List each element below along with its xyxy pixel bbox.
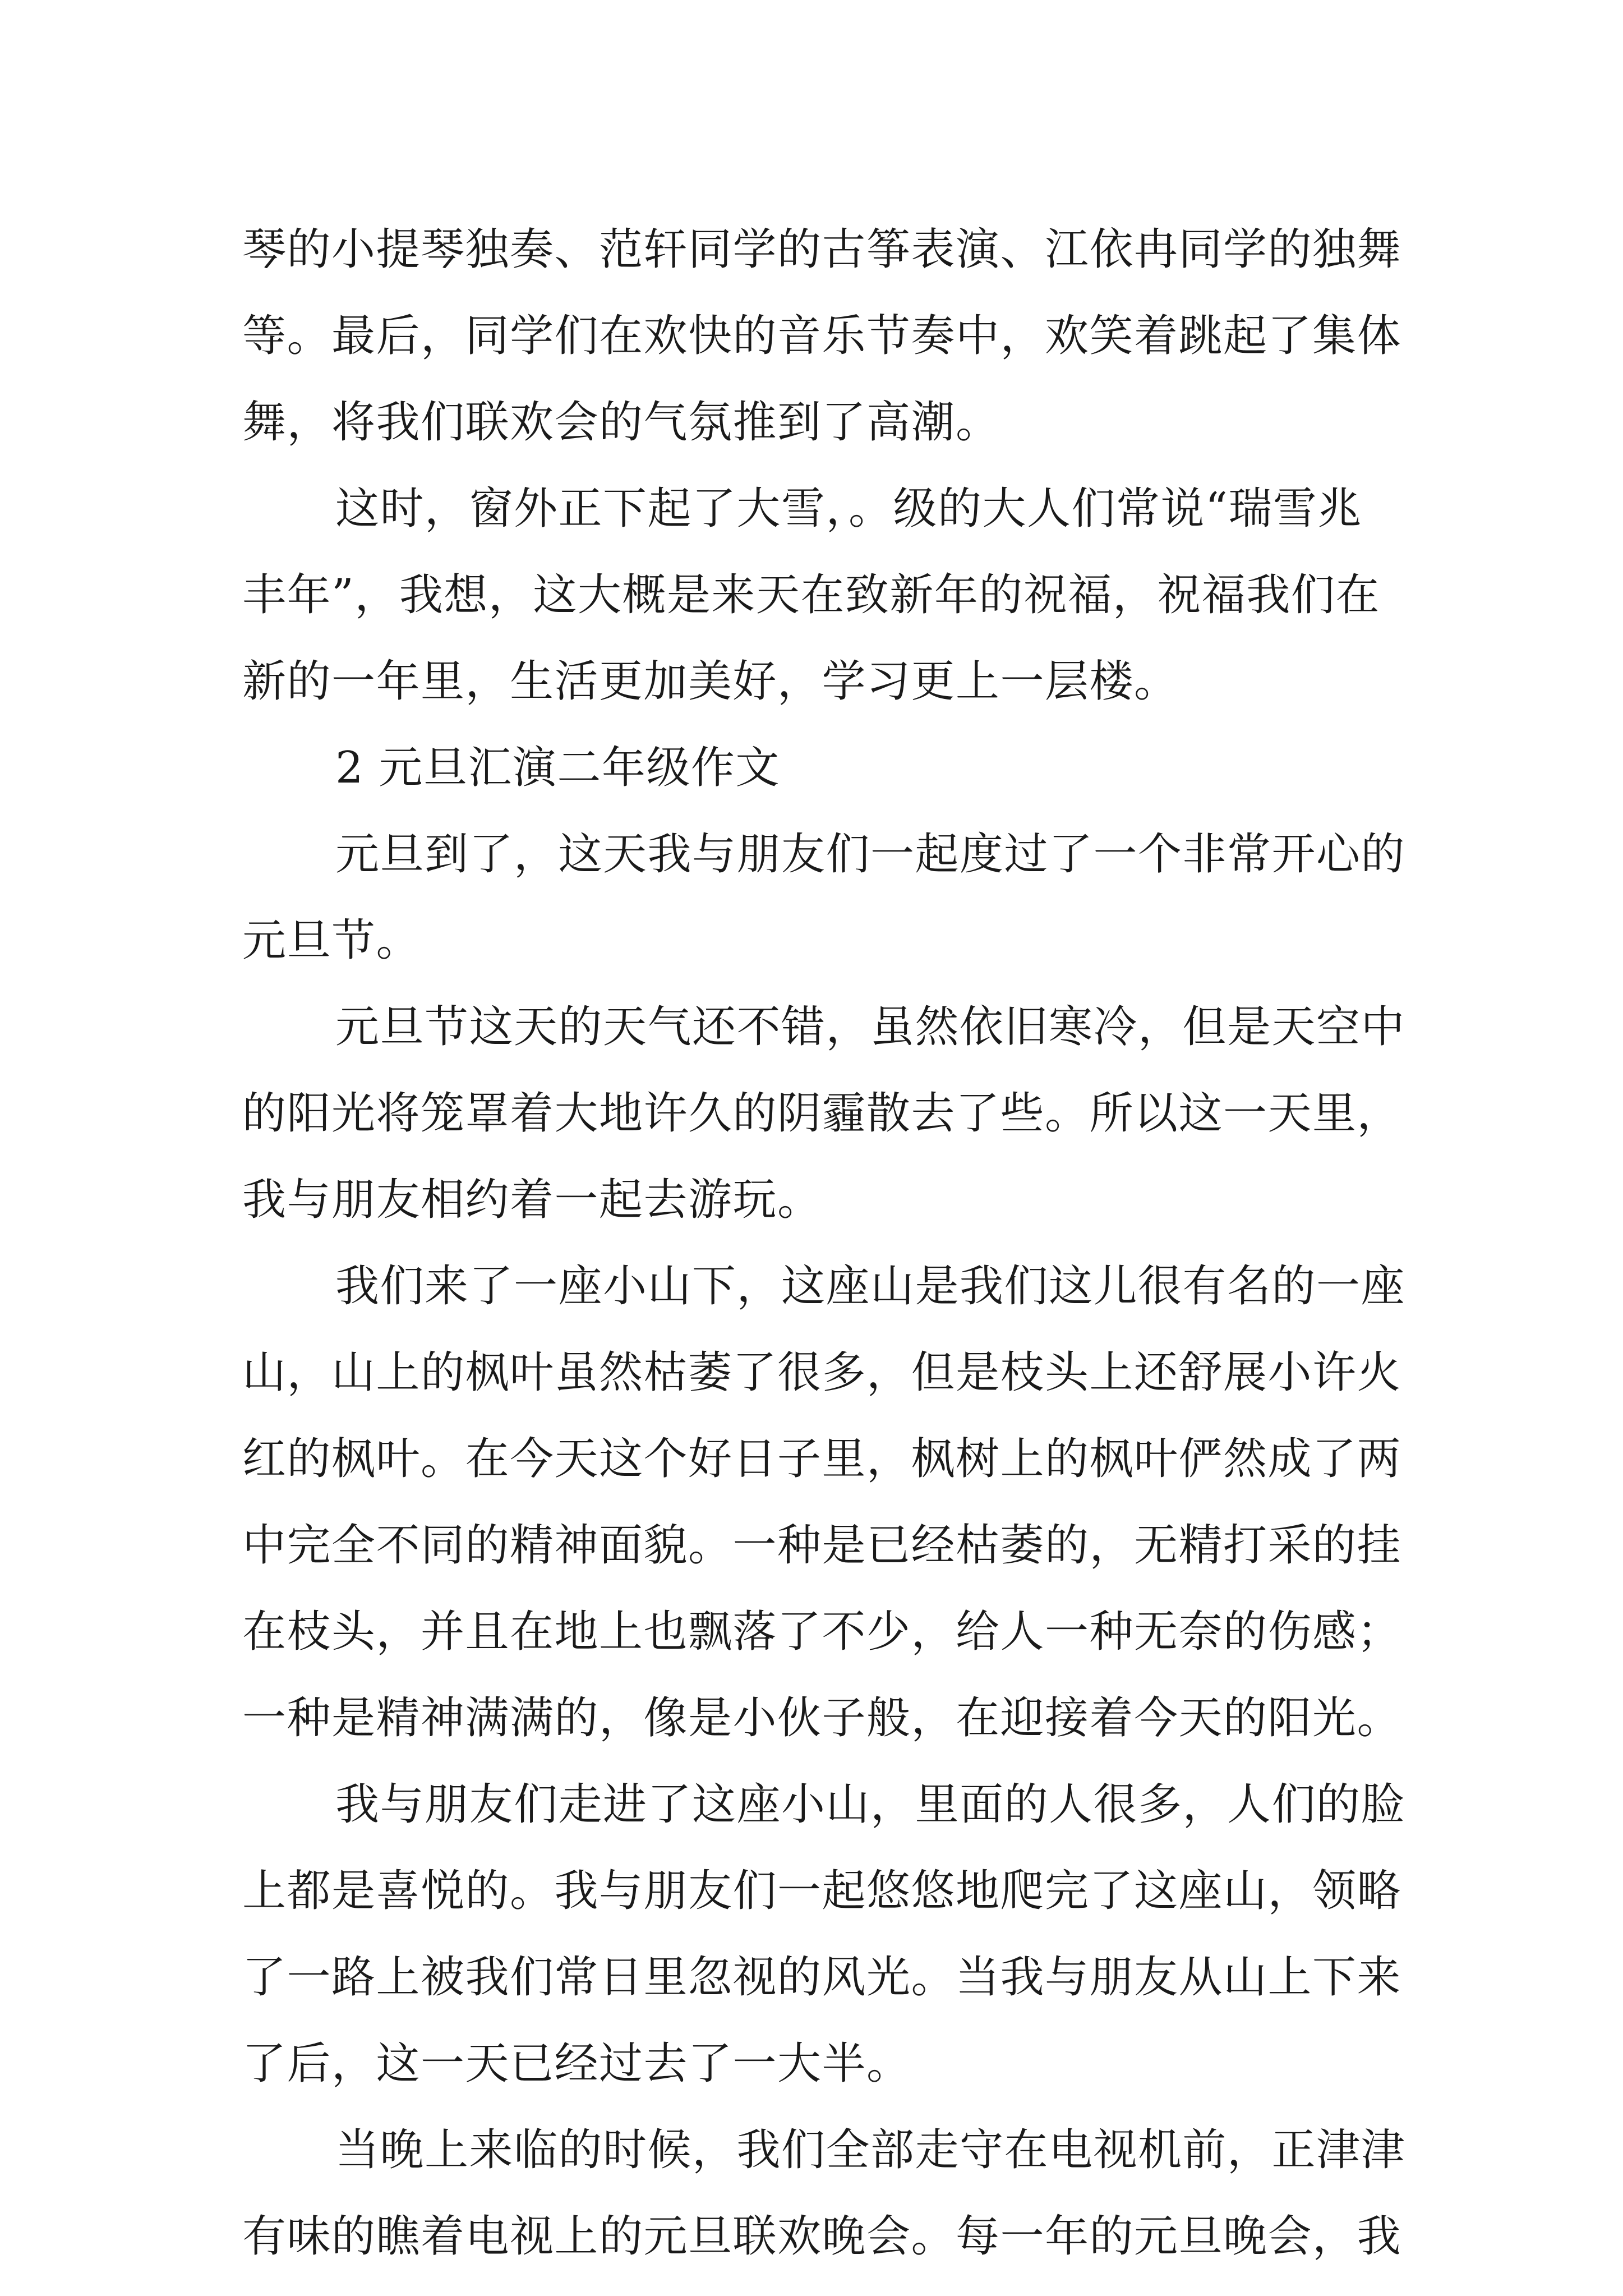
text-line: 在枝头，并且在地上也飘落了不少，给人一种无奈的伤感； [242,1607,1402,1657]
text-line: 红的枫叶。在今天这个好日子里，枫树上的枫叶俨然成了两 [242,1434,1402,1484]
text-line: 了一路上被我们常日里忽视的风光。当我与朋友从山上下来 [242,1952,1402,2003]
text-line: 元旦节这天的天气还不错，虽然依旧寒冷，但是天空中 [335,1002,1406,1052]
text-line: 一种是精神满满的，像是小伙子般，在迎接着今天的阳光。 [242,1693,1402,1743]
text-line: 元旦到了，这天我与朋友们一起度过了一个非常开心的 [335,829,1406,880]
text-line: 等。最后，同学们在欢快的音乐节奏中，欢笑着跳起了集体 [242,311,1402,361]
text-line: 当晚上来临的时候，我们全部走守在电视机前，正津津 [335,2125,1406,2175]
section-heading: 2 元旦汇演二年级作文 [335,743,780,793]
text-line: 山，山上的枫叶虽然枯萎了很多，但是枝头上还舒展小许火 [242,1347,1402,1398]
text-line: 舞，将我们联欢会的气氛推到了高潮。 [242,397,1000,448]
text-line: 了后，这一天已经过去了一大半。 [242,2039,911,2089]
text-line: 新的一年里，生活更加美好，学习更上一层楼。 [242,656,1179,707]
text-line: 这时，窗外正下起了大雪，。级的大人们常说“瑞雪兆 [335,484,1362,534]
text-line: 有味的瞧着电视上的元旦联欢晚会。每一年的元旦晚会，我 [242,2211,1402,2262]
text-line: 上都是喜悦的。我与朋友们一起悠悠地爬完了这座山，领略 [242,1866,1402,1916]
text-line: 的阳光将笼罩着大地许久的阴霾散去了些。所以这一天里， [242,1088,1402,1139]
text-line: 我们来了一座小山下，这座山是我们这儿很有名的一座 [335,1261,1406,1312]
text-line: 元旦节。 [242,915,421,966]
text-line: 中完全不同的精神面貌。一种是已经枯萎的，无精打采的挂 [242,1520,1402,1571]
text-line: 我与朋友们走进了这座小山，里面的人很多，人们的脸 [335,1779,1406,1830]
document-body [242,206,1406,2280]
text-line: 琴的小提琴独奏、范轩同学的古筝表演、江依冉同学的独舞 [242,224,1402,275]
text-line: 丰年”，我想，这大概是来天在致新年的祝福，祝福我们在 [242,570,1380,620]
text-line: 我与朋友相约着一起去游玩。 [242,1175,822,1225]
